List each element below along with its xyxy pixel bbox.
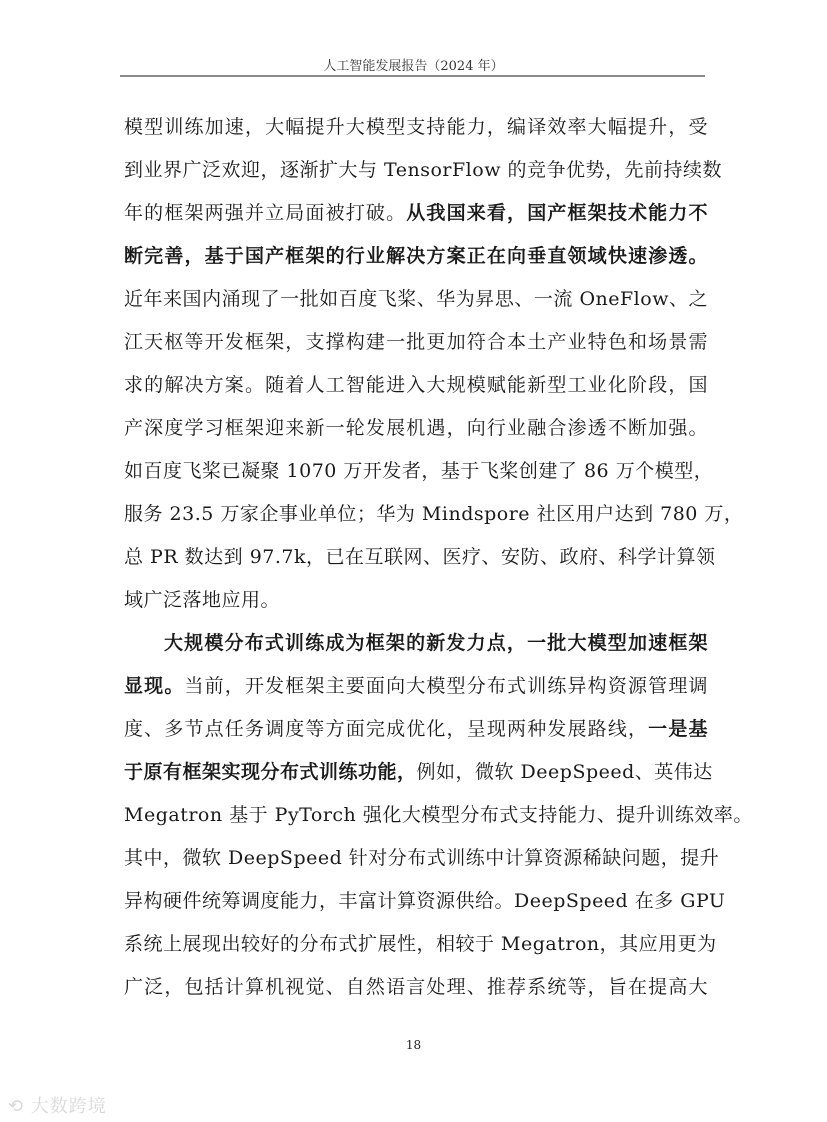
bold-text-segment: 一是基 [648, 718, 708, 740]
text-line [124, 708, 708, 751]
text-line [124, 450, 714, 493]
bold-text-segment: 断完善，基于国产框架的行业解决方案正在向垂直领域快速渗透。 [124, 245, 708, 267]
body-text [124, 106, 753, 1009]
text-line [124, 923, 717, 966]
bold-text-segment: 显现。 [124, 675, 185, 697]
text-line [124, 149, 722, 192]
text-line [124, 751, 713, 794]
text-line [124, 837, 720, 880]
text-segment: 域广泛落地应用。 [124, 589, 281, 611]
header-divider [120, 75, 705, 77]
text-segment: 江天枢等开发框架，支撑构建一批更加符合本土产业特色和场景需 [124, 331, 708, 353]
text-segment: 异构硬件统筹调度能力，丰富计算资源供给。DeepSpeed 在多 GPU [124, 890, 726, 912]
page-number: 18 [405, 1038, 422, 1052]
running-header: 人工智能发展报告（2024 年） [323, 59, 504, 74]
text-line [124, 235, 708, 278]
text-segment: 系统上展现出较好的分布式扩展性，相较于 Megatron，其应用更为 [124, 933, 717, 955]
text-line [124, 880, 726, 923]
text-line [124, 493, 744, 536]
text-line [124, 966, 708, 1009]
text-segment: 如百度飞桨已凝聚 1070 万开发者，基于飞桨创建了 86 万个模型， [124, 460, 714, 482]
text-segment: 到业界广泛欢迎，逐渐扩大与 TensorFlow 的竞争优势，先前持续数 [124, 159, 722, 181]
text-segment: 其中，微软 DeepSpeed 针对分布式训练中计算资源稀缺问题，提升 [124, 847, 720, 869]
text-line [124, 192, 708, 235]
text-segment: 总 PR 数达到 97.7k，已在互联网、医疗、安防、政府、科学计算领 [124, 546, 716, 568]
text-segment: 广泛，包括计算机视觉、自然语言处理、推荐系统等，旨在提高大 [124, 976, 708, 998]
text-segment: 年的框架两强并立局面被打破。 [124, 202, 407, 224]
text-segment: 度、多节点任务调度等方面完成优化，呈现两种发展路线， [124, 718, 649, 740]
text-segment: 例如，微软 DeepSpeed、英伟达 [416, 761, 713, 783]
text-segment: 近年来国内涌现了一批如百度飞桨、华为昇思、一流 OneFlow、之 [124, 288, 708, 310]
text-line [124, 665, 708, 708]
text-line [124, 794, 753, 837]
text-segment: 服务 23.5 万家企事业单位；华为 Mindspore 社区用户达到 780 万， [124, 503, 744, 525]
bold-text-segment: 于原有框架实现分布式训练功能， [124, 761, 417, 783]
text-segment: 求的解决方案。随着人工智能进入大规模赋能新型工业化阶段，国 [124, 374, 708, 396]
text-line [124, 622, 708, 665]
bold-text-segment: 大规模分布式训练成为框架的新发力点，一批大模型加速框架 [164, 632, 708, 654]
bold-text-segment: 从我国来看，国产框架技术能力不 [406, 202, 708, 224]
text-line [124, 364, 708, 407]
text-segment: 模型训练加速，大幅提升大模型支持能力，编译效率大幅提升，受 [124, 116, 708, 138]
text-segment: 产深度学习框架迎来新一轮发展机遇，向行业融合渗透不断加强。 [124, 417, 708, 439]
text-segment: 当前，开发框架主要面向大模型分布式训练异构资源管理调 [184, 675, 708, 697]
text-line [124, 321, 708, 364]
text-line [124, 278, 708, 321]
text-line [124, 536, 716, 579]
watermark-logo: ⟲ 大数跨境 [8, 1096, 107, 1117]
text-segment: Megatron 基于 PyTorch 强化大模型分布式支持能力、提升训练效率。 [124, 804, 753, 826]
text-line [124, 407, 708, 450]
text-line [124, 106, 708, 149]
text-line [124, 579, 708, 622]
